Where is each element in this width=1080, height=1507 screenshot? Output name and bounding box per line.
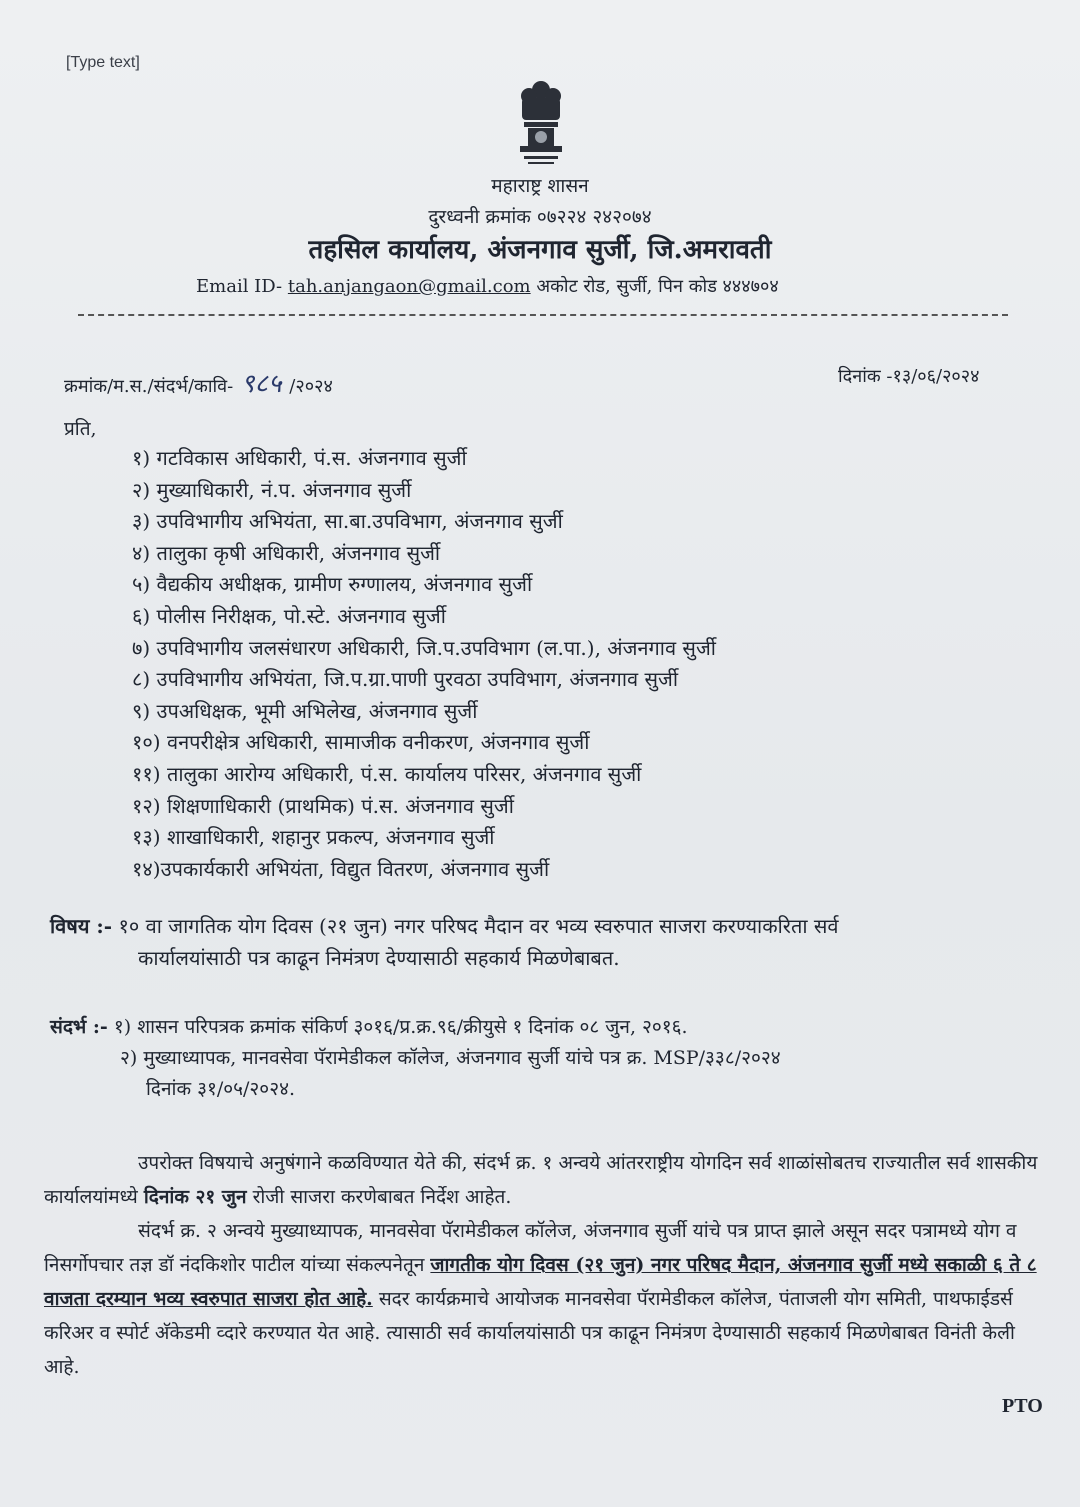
list-item: ७) उपविभागीय जलसंधारण अधिकारी, जि.प.उपविभाग (ल.पा.), अंजनगाव सुर्जी bbox=[132, 635, 716, 660]
list-item: १२) शिक्षणाधिकारी (प्राथमिक) पं.स. अंजनगाव सुर्जी bbox=[132, 793, 514, 818]
reference-prefix: क्रमांक/म.स./संदर्भ/कावि- bbox=[64, 376, 234, 397]
paragraph-1-end: रोजी साजरा करणेबाबत निर्देश आहेत. bbox=[246, 1186, 512, 1208]
references-block bbox=[50, 1012, 1030, 1105]
reference-2-date: दिनांक ३१/०५/२०२४. bbox=[146, 1078, 295, 1100]
state-emblem-icon bbox=[512, 78, 570, 170]
list-item: ८) उपविभागीय अभियंता, जि.प.ग्रा.पाणी पुरवठा उपविभाग, अंजनगाव सुर्जी bbox=[132, 667, 679, 692]
contact-line bbox=[196, 274, 779, 298]
subject-block bbox=[50, 910, 1010, 974]
recipient-list bbox=[132, 443, 716, 885]
list-item: ४) तालुका कृषी अधिकारी, अंजनगाव सुर्जी bbox=[132, 540, 441, 565]
list-item: १४)उपकार्यकारी अभियंता, विद्युत वितरण, अंजनगाव सुर्जी bbox=[132, 856, 550, 881]
list-item: ६) पोलीस निरीक्षक, पो.स्टे. अंजनगाव सुर्जी bbox=[132, 603, 446, 628]
reference-2: २) मुख्याध्यापक, मानवसेवा पॅरामेडीकल कॉलेज, अंजनगाव सुर्जी यांचे पत्र क्र. MSP/३३८/२०२४ bbox=[120, 1047, 781, 1069]
email-label: Email ID- bbox=[196, 276, 283, 297]
type-text-placeholder: [Type text] bbox=[66, 54, 140, 71]
list-item: ११) तालुका आरोग्य अधिकारी, पं.स. कार्यालय परिसर, अंजनगाव सुर्जी bbox=[132, 761, 642, 786]
subject-line-2: कार्यालयांसाठी पत्र काढून निमंत्रण देण्यासाठी सहकार्य मिळणेबाबत. bbox=[138, 946, 620, 970]
reference-suffix: /२०२४ bbox=[289, 376, 333, 397]
list-item: २) मुख्याधिकारी, नं.प. अंजनगाव सुर्जी bbox=[132, 477, 412, 502]
header-divider bbox=[78, 314, 1008, 316]
phone-number: दुरध्वनी क्रमांक ०७२२४ २४२०७४ bbox=[428, 206, 652, 228]
office-title: तहसिल कार्यालय, अंजनगाव सुर्जी, जि.अमरावती bbox=[308, 235, 772, 265]
paragraph-1-bold: दिनांक २१ जुन bbox=[143, 1186, 247, 1208]
email-link[interactable]: tah.anjangaon@gmail.com bbox=[287, 276, 531, 297]
list-item: १) गटविकास अधिकारी, पं.स. अंजनगाव सुर्जी bbox=[132, 446, 467, 470]
paragraph-1 bbox=[44, 1146, 1054, 1214]
list-item: ३) उपविभागीय अभियंता, सा.बा.उपविभाग, अंजनगाव सुर्जी bbox=[132, 509, 563, 534]
list-item: ९) उपअधिक्षक, भूमी अभिलेख, अंजनगाव सुर्जी bbox=[132, 698, 478, 723]
government-name: महाराष्ट्र शासन bbox=[491, 175, 589, 197]
subject-line-1: १० वा जागतिक योग दिवस (२१ जुन) नगर परिषद मैदान वर भव्य स्वरुपात साजरा करण्याकरिता सर्व bbox=[118, 914, 839, 938]
paragraph-2-underlined: जागतीक योग दिवस (२१ जुन) नगर परिषद मैदान, अंजनगाव सुर्जी मध्ये सकाळी ६ ते ८ वाजता दरम्यान भव्य स्वरुपात साजरा होत आहे. bbox=[44, 1254, 1037, 1310]
letter-date: दिनांक -१३/०६/२०२४ bbox=[838, 366, 980, 387]
handwritten-number: ९८५ bbox=[241, 369, 282, 399]
pto-label: PTO bbox=[1002, 1395, 1043, 1417]
salutation: प्रति, bbox=[64, 418, 97, 440]
address: अकोट रोड, सुर्जी, पिन कोड ४४४७०४ bbox=[536, 276, 779, 297]
list-item: ५) वैद्यकीय अधीक्षक, ग्रामीण रुग्णालय, अंजनगाव सुर्जी bbox=[132, 572, 533, 597]
paragraph-2-end: सदर कार्यक्रमाचे आयोजक मानवसेवा पॅरामेडीकल कॉलेज, पंताजली योग समिती, पाथफाईडर्स करिअर व स्पोर्ट अ‍ॅकेडमी व्दारे करण्यात येत आहे. त्यासाठी सर्व कार्यालयांसाठी पत्र काढून निमंत्रण देण्यासाठी सहकार्य मिळणेबाबत विनंती केली आहे. bbox=[44, 1288, 1015, 1378]
list-item: १३) शाखाधिकारी, शहानुर प्रकल्प, अंजनगाव सुर्जी bbox=[132, 825, 495, 850]
letter-body bbox=[44, 1146, 1054, 1384]
reference-number bbox=[64, 364, 333, 400]
reference-1: १) शासन परिपत्रक क्रमांक संकिर्ण ३०१६/प्र.क्र.९६/क्रीयुसे १ दिनांक ०८ जुन, २०१६. bbox=[113, 1016, 688, 1038]
paragraph-2 bbox=[44, 1214, 1054, 1384]
paragraph-1-text: उपरोक्त विषयाचे अनुषंगाने कळविण्यात येते की, संदर्भ क्र. १ अन्वये आंतरराष्ट्रीय योगदिन सर्व शाळांसोबतच राज्यातील सर्व शासकीय कार्यालयांमध्ये bbox=[44, 1152, 1038, 1208]
subject-label: विषय :- bbox=[50, 914, 113, 938]
references-label: संदर्भ :- bbox=[50, 1016, 108, 1038]
paragraph-2-text: संदर्भ क्र. २ अन्वये मुख्याध्यापक, मानवसेवा पॅरामेडीकल कॉलेज, अंजनगाव सुर्जी यांचे पत्र प्राप्त झाले असून सदर पत्रामध्ये योग व निसर्गोपचार तज्ञ डॉ नंदकिशोर पाटील यांच्या संकल्पनेतून bbox=[44, 1220, 1017, 1276]
list-item: १०) वनपरीक्षेत्र अधिकारी, सामाजीक वनीकरण, अंजनगाव सुर्जी bbox=[132, 730, 590, 755]
